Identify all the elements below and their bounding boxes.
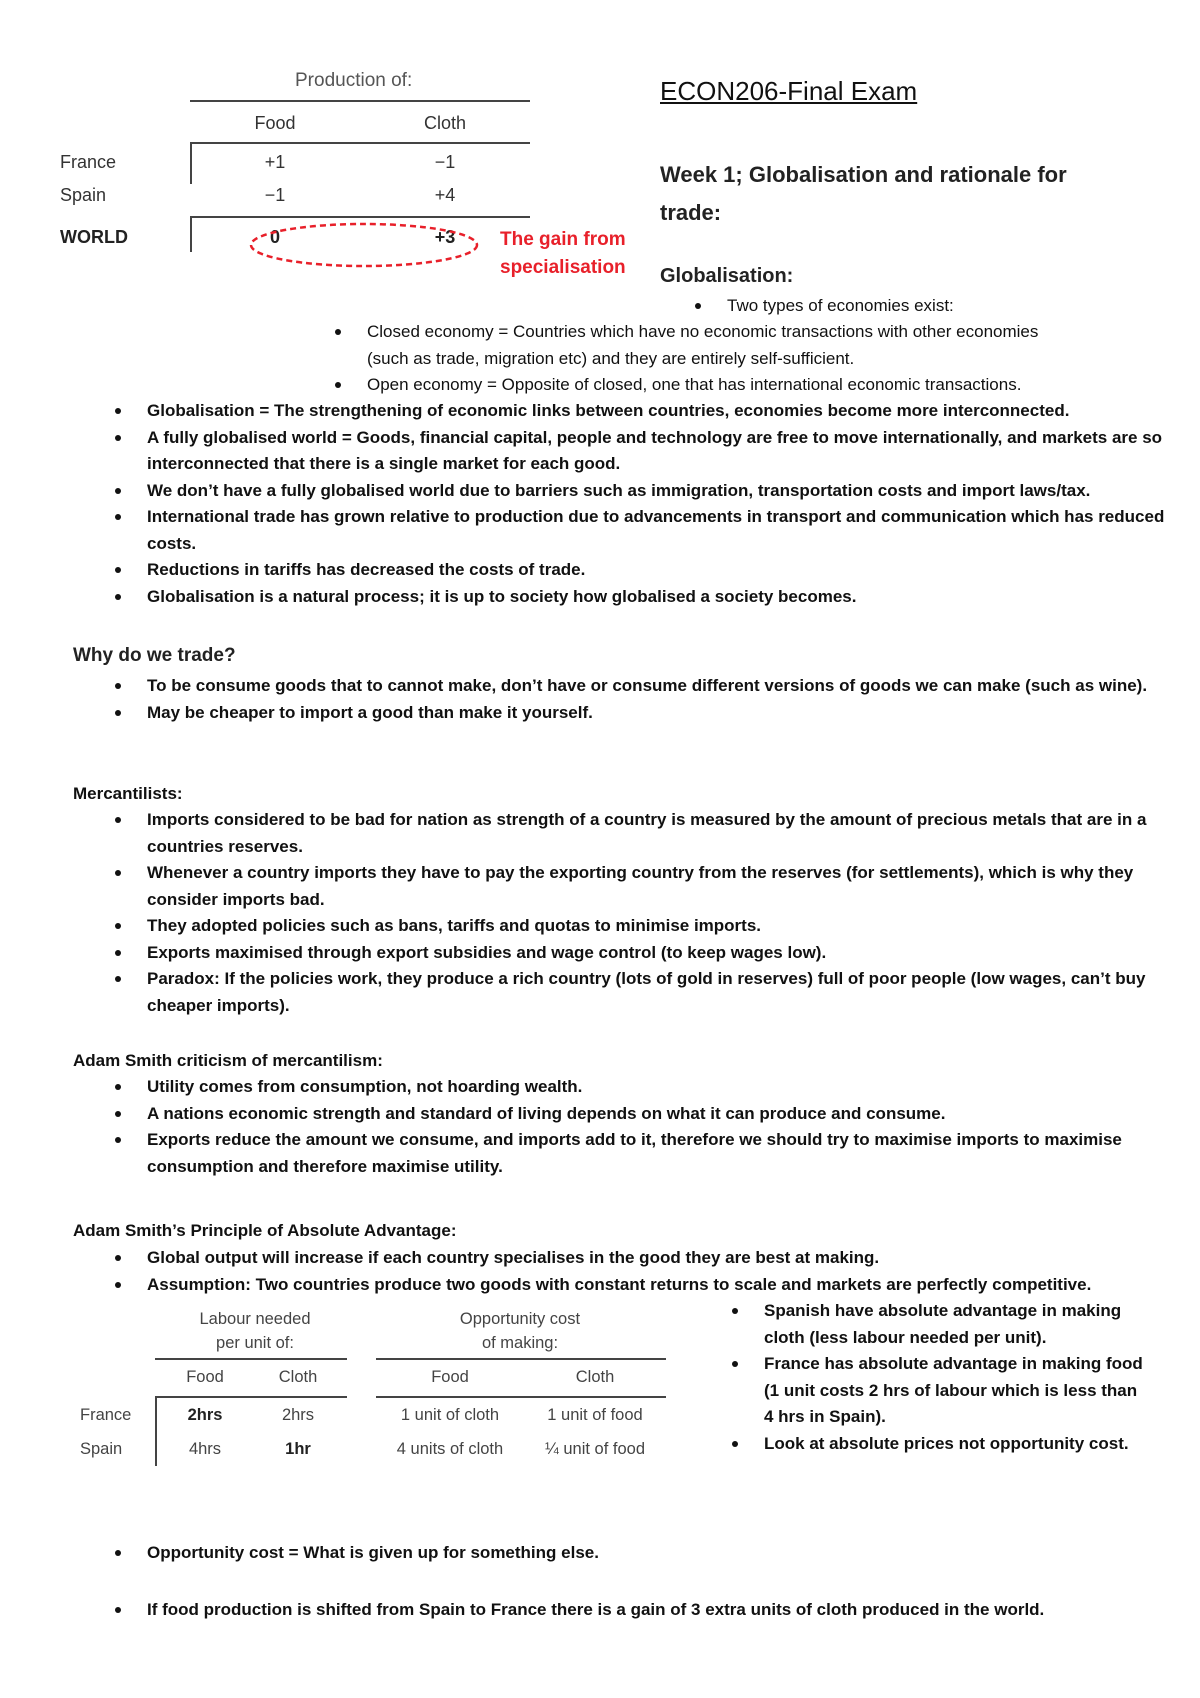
table-rule: [190, 216, 192, 252]
opportunity-header-line2: of making:: [481, 1334, 559, 1352]
mercantilists-heading: Mercantilists:: [73, 784, 183, 803]
globalisation-sub-list: [330, 319, 1190, 399]
list-item: International trade has grown relative to production due to advancements in transport and communication which has reduced costs.: [110, 504, 1190, 557]
week-heading: [660, 156, 1067, 232]
france-labour-food: 2hrs: [187, 1406, 223, 1424]
week-heading-line2: trade:: [660, 200, 722, 225]
row-label-world: WORLD: [60, 227, 128, 247]
globalisation-list: [110, 398, 1190, 610]
gain-annotation-line2: specialisation: [500, 257, 626, 278]
t2-col-cloth: Cloth: [278, 1368, 318, 1386]
t2-col-cloth-opp: Cloth: [575, 1368, 615, 1386]
list-item: Exports maximised through export subsidies and wage control (to keep wages low).: [110, 940, 1150, 967]
list-item: We don’t have a fully globalised world due to barriers such as immigration, transportation costs and import laws/tax.: [110, 478, 1190, 505]
spain-opp-cloth: ¼ unit of food: [545, 1440, 645, 1458]
list-item: Opportunity cost = What is given up for something else.: [110, 1540, 1190, 1567]
production-header: Production of:: [295, 70, 413, 91]
why-trade-list: [110, 673, 1150, 726]
gain-annotation-line1: The gain from: [500, 229, 626, 250]
table-rule: [190, 142, 530, 144]
t2-row-spain: Spain: [80, 1440, 123, 1458]
table-rule: [190, 216, 530, 218]
table-rule: [376, 1358, 666, 1360]
list-item: [330, 319, 1190, 372]
list-item: Whenever a country imports they have to pay the exporting country from the reserves (for settlements), which is why they consider imports bad.: [110, 860, 1150, 913]
gain-annotation: [500, 226, 626, 282]
list-item-text: Closed economy = Countries which have no economic transactions with other economies: [367, 322, 1039, 341]
page-title: ECON206-Final Exam: [660, 76, 918, 106]
globalisation-heading: Globalisation:: [660, 265, 794, 287]
opportunity-header-line1: Opportunity cost: [459, 1310, 581, 1328]
week-heading-line1: Week 1; Globalisation and rationale for: [660, 162, 1067, 187]
list-item-text: (such as trade, migration etc) and they are entirely self-sufficient.: [367, 348, 855, 368]
list-item: France has absolute advantage in making food (1 unit costs 2 hrs of labour which is less than 4 hrs in Spain).: [727, 1351, 1147, 1431]
list-item: Look at absolute prices not opportunity cost.: [727, 1431, 1147, 1458]
col-cloth-label: Cloth: [423, 113, 467, 133]
t2-row-france: France: [80, 1406, 132, 1424]
labour-header-line1: Labour needed: [199, 1310, 311, 1328]
table-rule: [155, 1396, 157, 1466]
spain-opp-food: 4 units of cloth: [396, 1440, 504, 1458]
t2-col-food-opp: Food: [431, 1368, 469, 1386]
table-rule: [190, 142, 192, 184]
list-item: Imports considered to be bad for nation as strength of a country is measured by the amount of precious metals that are in a countries reserves.: [110, 807, 1150, 860]
list-item: Globalisation = The strengthening of economic links between countries, economies become more interconnected.: [110, 398, 1190, 425]
smith-criticism-list: [110, 1074, 1150, 1180]
list-item: They adopted policies such as bans, tariffs and quotas to minimise imports.: [110, 913, 1150, 940]
col-food-label: Food: [254, 113, 296, 133]
france-food: +1: [264, 152, 286, 172]
bottom-list-1: [110, 1540, 1190, 1567]
list-item: Paradox: If the policies work, they produce a rich country (lots of gold in reserves) full of poor people (low wages, can’t buy cheaper imports).: [110, 966, 1150, 1019]
list-item: Global output will increase if each country specialises in the good they are best at making.: [110, 1245, 1190, 1272]
list-item: May be cheaper to import a good than make it yourself.: [110, 700, 1150, 727]
advantage-side-list: [727, 1298, 1147, 1457]
list-item: Exports reduce the amount we consume, and imports add to it, therefore we should try to maximise imports to maximise consumption and therefore maximise utility.: [110, 1127, 1150, 1180]
spain-labour-food: 4hrs: [188, 1440, 222, 1458]
labour-header: [155, 1307, 355, 1355]
list-item: Spanish have absolute advantage in making cloth (less labour needed per unit).: [727, 1298, 1147, 1351]
list-item: If food production is shifted from Spain to France there is a gain of 3 extra units of cloth produced in the world.: [110, 1597, 1190, 1624]
list-item: Globalisation is a natural process; it is up to society how globalised a society becomes.: [110, 584, 1190, 611]
labour-header-line2: per unit of:: [216, 1334, 294, 1352]
t2-col-food: Food: [186, 1368, 224, 1386]
opportunity-header: [420, 1307, 620, 1355]
spain-cloth: +4: [434, 185, 456, 205]
absolute-advantage-heading: Adam Smith’s Principle of Absolute Advantage:: [73, 1221, 457, 1240]
smith-criticism-heading: Adam Smith criticism of mercantilism:: [73, 1051, 383, 1070]
world-food: 0: [269, 227, 280, 247]
list-item: Open economy = Opposite of closed, one that has international economic transactions.: [330, 372, 1190, 399]
gain-ellipse: [248, 220, 480, 270]
table-rule: [155, 1396, 347, 1398]
mercantilists-list: [110, 807, 1150, 1019]
list-item: Assumption: Two countries produce two goods with constant returns to scale and markets are perfectly competitive.: [110, 1272, 1190, 1299]
row-label-spain: Spain: [60, 185, 107, 205]
globalisation-top-list: [690, 293, 1170, 320]
table-rule: [155, 1358, 347, 1360]
spain-food: −1: [264, 185, 286, 205]
world-cloth: +3: [434, 227, 456, 247]
table-rule: [190, 100, 530, 102]
list-item: Reductions in tariffs has decreased the costs of trade.: [110, 557, 1190, 584]
list-item: Two types of economies exist:: [690, 293, 1170, 320]
absolute-advantage-list: [110, 1245, 1190, 1298]
france-opp-cloth: 1 unit of food: [547, 1406, 643, 1424]
table-rule: [376, 1396, 666, 1398]
list-item: A fully globalised world = Goods, financial capital, people and technology are free to move internationally, and markets are so interconnected that there is a single market for each good.: [110, 425, 1190, 478]
list-item: To be consume goods that to cannot make, don’t have or consume different versions of goods we can make (such as wine).: [110, 673, 1150, 700]
spain-labour-cloth: 1hr: [285, 1440, 311, 1458]
list-item: Utility comes from consumption, not hoarding wealth.: [110, 1074, 1150, 1101]
row-label-france: France: [60, 152, 117, 172]
why-trade-heading: Why do we trade?: [73, 645, 236, 666]
bottom-list-2: [110, 1597, 1190, 1624]
list-item: A nations economic strength and standard of living depends on what it can produce and consume.: [110, 1101, 1150, 1128]
france-opp-food: 1 unit of cloth: [400, 1406, 500, 1424]
france-labour-cloth: 2hrs: [281, 1406, 315, 1424]
france-cloth: −1: [434, 152, 456, 172]
